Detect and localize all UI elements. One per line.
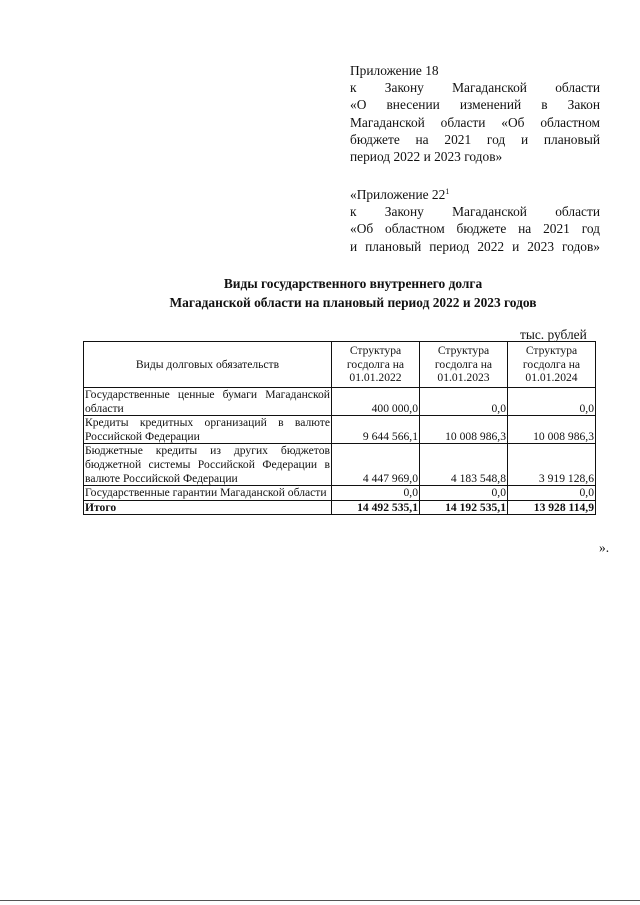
appendix-18-line: Магаданской области «Об областном — [350, 114, 600, 130]
row-value-2022: 0,0 — [332, 486, 420, 501]
row-value-2023: 4 183 548,8 — [420, 444, 508, 486]
debt-structure-table — [83, 341, 596, 515]
row-value-2024: 3 919 128,6 — [508, 444, 596, 486]
table-total-row — [84, 500, 596, 515]
row-value-2022: 9 644 566,1 — [332, 416, 420, 444]
appendix-22-block — [350, 186, 600, 255]
total-value-2022: 14 492 535,1 — [332, 500, 420, 515]
table-row — [84, 444, 596, 486]
page-bottom-rule — [0, 900, 640, 901]
header-2023: Структура госдолга на 01.01.2023 — [420, 342, 508, 388]
header-2024: Структура госдолга на 01.01.2024 — [508, 342, 596, 388]
row-name: Бюджетные кредиты из других бюджетов бюджетной системы Российской Федерации в валюте Российской Федерации — [85, 444, 330, 485]
row-value-2024: 10 008 986,3 — [508, 416, 596, 444]
row-value-2023: 10 008 986,3 — [420, 416, 508, 444]
table-row — [84, 416, 596, 444]
document-title — [83, 274, 623, 312]
table-row — [84, 388, 596, 416]
appendix-18-line: к Закону Магаданской области — [350, 80, 600, 96]
row-value-2022: 4 447 969,0 — [332, 444, 420, 486]
appendix-22-superscript: 1 — [445, 187, 450, 196]
row-name: Кредиты кредитных организаций в валюте Российской Федерации — [85, 416, 330, 443]
appendix-22-label: «Приложение 22 — [350, 187, 446, 202]
row-value-2024: 0,0 — [508, 486, 596, 501]
row-value-2024: 0,0 — [508, 388, 596, 416]
header-debt-type: Виды долговых обязательств — [84, 342, 332, 388]
title-line-2: Магаданской области на плановый период 2022 и 2023 годов — [169, 295, 537, 310]
appendix-18-label: Приложение 18 — [350, 63, 439, 78]
appendix-18-line: период 2022 и 2023 годов» — [350, 149, 503, 165]
appendix-22-line: и плановый период 2022 и 2023 годов» — [350, 238, 600, 254]
row-value-2023: 0,0 — [420, 486, 508, 501]
total-label: Итого — [84, 500, 332, 515]
closing-quote-mark: ». — [599, 540, 610, 555]
row-name: Государственные гарантии Магаданской области — [84, 486, 332, 501]
total-value-2023: 14 192 535,1 — [420, 500, 508, 515]
header-2022: Структура госдолга на 01.01.2022 — [332, 342, 420, 388]
row-value-2022: 400 000,0 — [332, 388, 420, 416]
total-value-2024: 13 928 114,9 — [508, 500, 596, 515]
appendix-22-line: к Закону Магаданской области — [350, 204, 600, 220]
appendix-22-line: «Об областном бюджете на 2021 год — [350, 221, 600, 237]
appendix-18-line: «О внесении изменений в Закон — [350, 97, 600, 113]
table-header-row — [84, 342, 596, 388]
units-label: тыс. рублей — [520, 327, 587, 342]
row-name: Государственные ценные бумаги Магаданской области — [85, 388, 330, 415]
title-line-1: Виды государственного внутреннего долга — [223, 276, 483, 291]
row-value-2023: 0,0 — [420, 388, 508, 416]
table-row — [84, 486, 596, 501]
appendix-18-line: бюджете на 2021 год и плановый — [350, 131, 600, 147]
appendix-22-label-line — [350, 186, 600, 203]
appendix-18-block — [350, 62, 600, 165]
